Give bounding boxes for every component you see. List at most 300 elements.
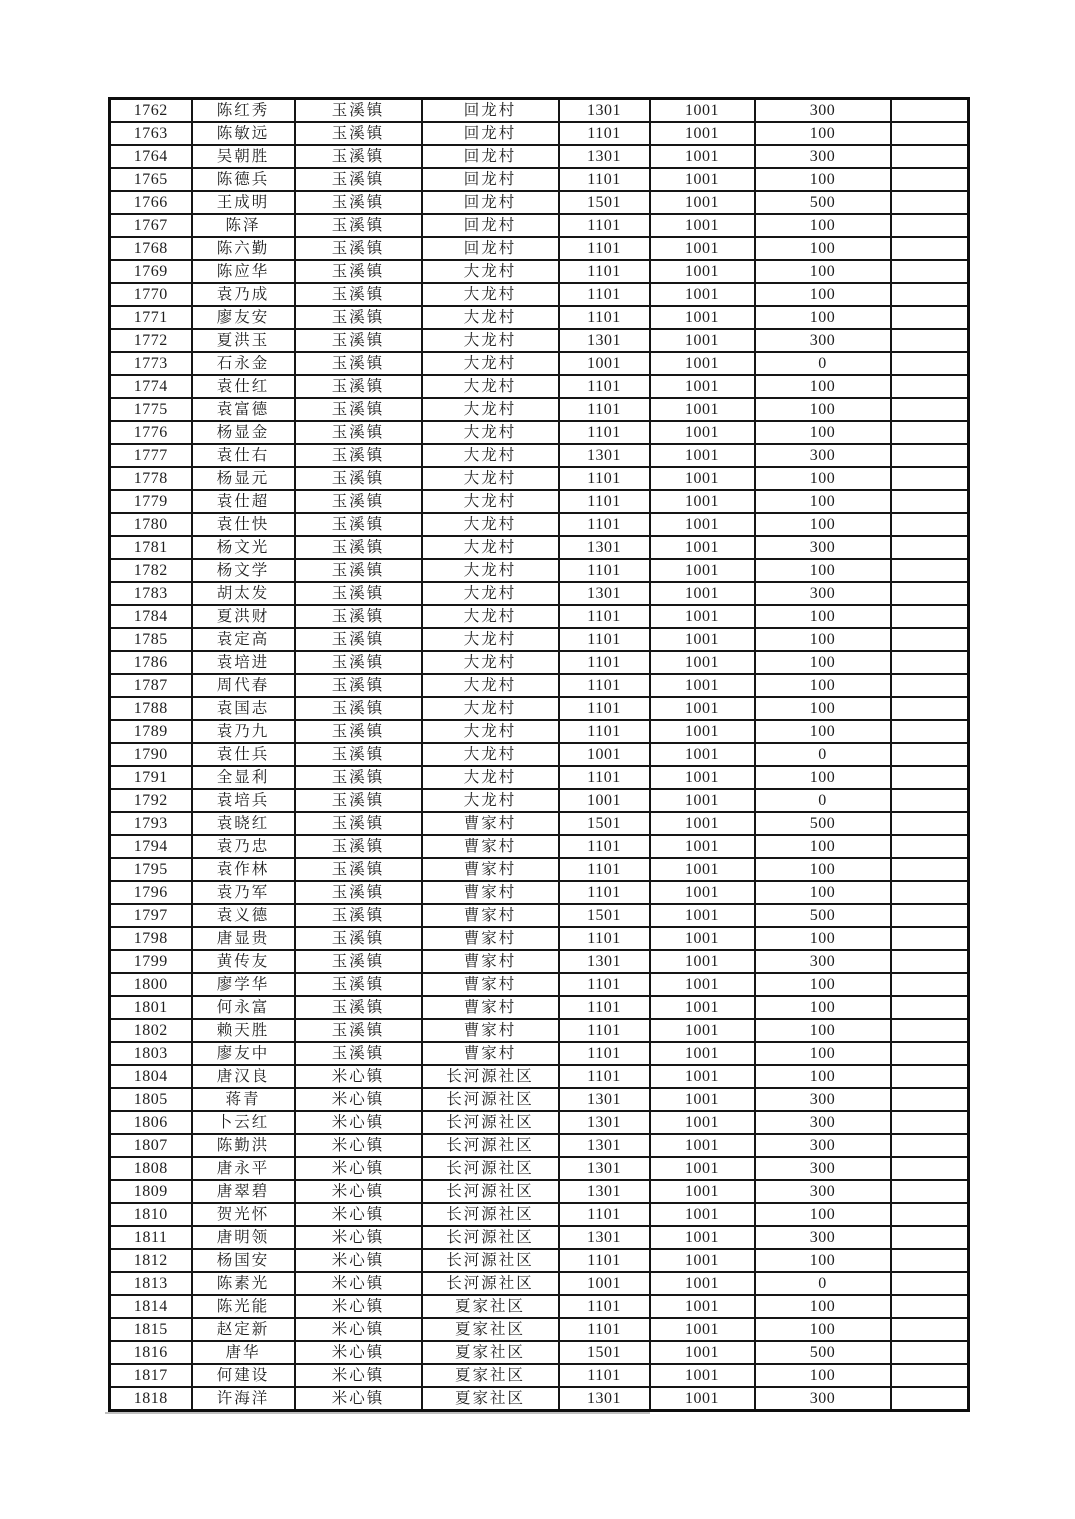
code-a-cell: 1501	[559, 812, 650, 835]
town-cell: 玉溪镇	[295, 122, 422, 145]
serial-number-cell: 1810	[110, 1203, 192, 1226]
village-cell: 大龙村	[422, 766, 559, 789]
code-a-cell: 1101	[559, 237, 650, 260]
code-a-cell: 1101	[559, 605, 650, 628]
code-b-cell: 1001	[650, 950, 755, 973]
blank-cell	[891, 306, 969, 329]
town-cell: 玉溪镇	[295, 513, 422, 536]
code-b-cell: 1001	[650, 1111, 755, 1134]
village-cell: 大龙村	[422, 306, 559, 329]
amount-cell: 300	[755, 1180, 891, 1203]
town-cell: 玉溪镇	[295, 651, 422, 674]
table-row	[110, 421, 969, 444]
amount-cell: 300	[755, 536, 891, 559]
name-cell: 袁晓红	[192, 812, 295, 835]
village-cell: 大龙村	[422, 513, 559, 536]
village-cell: 长河源社区	[422, 1134, 559, 1157]
village-cell: 大龙村	[422, 605, 559, 628]
name-cell: 陈六勤	[192, 237, 295, 260]
blank-cell	[891, 720, 969, 743]
serial-number-cell: 1790	[110, 743, 192, 766]
serial-number-cell: 1781	[110, 536, 192, 559]
name-cell: 廖友中	[192, 1042, 295, 1065]
code-b-cell: 1001	[650, 398, 755, 421]
name-cell: 陈红秀	[192, 99, 295, 123]
amount-cell: 100	[755, 1019, 891, 1042]
village-cell: 长河源社区	[422, 1249, 559, 1272]
code-a-cell: 1301	[559, 329, 650, 352]
code-b-cell: 1001	[650, 628, 755, 651]
serial-number-cell: 1776	[110, 421, 192, 444]
code-a-cell: 1001	[559, 789, 650, 812]
serial-number-cell: 1791	[110, 766, 192, 789]
town-cell: 玉溪镇	[295, 421, 422, 444]
code-b-cell: 1001	[650, 881, 755, 904]
name-cell: 唐永平	[192, 1157, 295, 1180]
village-cell: 大龙村	[422, 651, 559, 674]
town-cell: 米心镇	[295, 1088, 422, 1111]
blank-cell	[891, 996, 969, 1019]
code-a-cell: 1101	[559, 1203, 650, 1226]
blank-cell	[891, 1364, 969, 1387]
code-a-cell: 1101	[559, 835, 650, 858]
town-cell: 玉溪镇	[295, 536, 422, 559]
name-cell: 袁培兵	[192, 789, 295, 812]
blank-cell	[891, 421, 969, 444]
amount-cell: 100	[755, 927, 891, 950]
village-cell: 大龙村	[422, 283, 559, 306]
name-cell: 何建设	[192, 1364, 295, 1387]
amount-cell: 100	[755, 697, 891, 720]
village-cell: 长河源社区	[422, 1157, 559, 1180]
code-b-cell: 1001	[650, 375, 755, 398]
town-cell: 米心镇	[295, 1364, 422, 1387]
amount-cell: 300	[755, 1157, 891, 1180]
name-cell: 陈德兵	[192, 168, 295, 191]
table-row	[110, 950, 969, 973]
blank-cell	[891, 1065, 969, 1088]
code-a-cell: 1101	[559, 1019, 650, 1042]
amount-cell: 100	[755, 398, 891, 421]
blank-cell	[891, 145, 969, 168]
name-cell: 杨文光	[192, 536, 295, 559]
table-row	[110, 1019, 969, 1042]
amount-cell: 300	[755, 1387, 891, 1411]
town-cell: 米心镇	[295, 1226, 422, 1249]
village-cell: 曹家村	[422, 1019, 559, 1042]
village-cell: 曹家村	[422, 973, 559, 996]
village-cell: 曹家村	[422, 858, 559, 881]
code-a-cell: 1301	[559, 950, 650, 973]
code-b-cell: 1001	[650, 1318, 755, 1341]
blank-cell	[891, 1272, 969, 1295]
town-cell: 玉溪镇	[295, 444, 422, 467]
amount-cell: 100	[755, 651, 891, 674]
village-cell: 长河源社区	[422, 1088, 559, 1111]
code-a-cell: 1301	[559, 582, 650, 605]
village-cell: 曹家村	[422, 996, 559, 1019]
village-cell: 曹家村	[422, 835, 559, 858]
table-row	[110, 628, 969, 651]
serial-number-cell: 1801	[110, 996, 192, 1019]
code-a-cell: 1301	[559, 145, 650, 168]
table-row	[110, 881, 969, 904]
name-cell: 石永金	[192, 352, 295, 375]
code-a-cell: 1301	[559, 1387, 650, 1411]
town-cell: 玉溪镇	[295, 927, 422, 950]
serial-number-cell: 1806	[110, 1111, 192, 1134]
code-a-cell: 1101	[559, 375, 650, 398]
blank-cell	[891, 1042, 969, 1065]
village-cell: 大龙村	[422, 628, 559, 651]
village-cell: 大龙村	[422, 536, 559, 559]
village-cell: 长河源社区	[422, 1272, 559, 1295]
blank-cell	[891, 858, 969, 881]
blank-cell	[891, 697, 969, 720]
blank-cell	[891, 743, 969, 766]
blank-cell	[891, 168, 969, 191]
name-cell: 陈泽	[192, 214, 295, 237]
code-a-cell: 1101	[559, 168, 650, 191]
amount-cell: 300	[755, 1134, 891, 1157]
name-cell: 唐显贵	[192, 927, 295, 950]
code-a-cell: 1101	[559, 996, 650, 1019]
code-a-cell: 1101	[559, 697, 650, 720]
code-b-cell: 1001	[650, 697, 755, 720]
name-cell: 袁作林	[192, 858, 295, 881]
serial-number-cell: 1804	[110, 1065, 192, 1088]
code-b-cell: 1001	[650, 1203, 755, 1226]
town-cell: 米心镇	[295, 1272, 422, 1295]
amount-cell: 100	[755, 421, 891, 444]
blank-cell	[891, 789, 969, 812]
code-a-cell: 1301	[559, 444, 650, 467]
town-cell: 米心镇	[295, 1249, 422, 1272]
amount-cell: 100	[755, 1295, 891, 1318]
village-cell: 大龙村	[422, 674, 559, 697]
town-cell: 玉溪镇	[295, 605, 422, 628]
town-cell: 玉溪镇	[295, 720, 422, 743]
code-a-cell: 1501	[559, 904, 650, 927]
village-cell: 回龙村	[422, 145, 559, 168]
name-cell: 袁培进	[192, 651, 295, 674]
amount-cell: 100	[755, 973, 891, 996]
code-b-cell: 1001	[650, 1249, 755, 1272]
name-cell: 杨显金	[192, 421, 295, 444]
town-cell: 玉溪镇	[295, 559, 422, 582]
code-b-cell: 1001	[650, 214, 755, 237]
code-a-cell: 1301	[559, 1157, 650, 1180]
amount-cell: 300	[755, 582, 891, 605]
amount-cell: 100	[755, 881, 891, 904]
code-b-cell: 1001	[650, 1042, 755, 1065]
town-cell: 米心镇	[295, 1341, 422, 1364]
code-a-cell: 1101	[559, 559, 650, 582]
serial-number-cell: 1767	[110, 214, 192, 237]
town-cell: 玉溪镇	[295, 352, 422, 375]
blank-cell	[891, 1341, 969, 1364]
code-b-cell: 1001	[650, 1088, 755, 1111]
town-cell: 玉溪镇	[295, 674, 422, 697]
name-cell: 袁富德	[192, 398, 295, 421]
serial-number-cell: 1783	[110, 582, 192, 605]
table-row	[110, 1134, 969, 1157]
table-row	[110, 1387, 969, 1411]
code-a-cell: 1101	[559, 766, 650, 789]
code-b-cell: 1001	[650, 421, 755, 444]
code-a-cell: 1101	[559, 398, 650, 421]
name-cell: 卜云红	[192, 1111, 295, 1134]
serial-number-cell: 1772	[110, 329, 192, 352]
village-cell: 回龙村	[422, 214, 559, 237]
amount-cell: 100	[755, 1042, 891, 1065]
town-cell: 玉溪镇	[295, 306, 422, 329]
blank-cell	[891, 1387, 969, 1411]
code-a-cell: 1101	[559, 927, 650, 950]
town-cell: 玉溪镇	[295, 1019, 422, 1042]
serial-number-cell: 1817	[110, 1364, 192, 1387]
name-cell: 周代春	[192, 674, 295, 697]
table-row	[110, 1272, 969, 1295]
town-cell: 玉溪镇	[295, 1042, 422, 1065]
town-cell: 玉溪镇	[295, 375, 422, 398]
serial-number-cell: 1803	[110, 1042, 192, 1065]
town-cell: 玉溪镇	[295, 743, 422, 766]
amount-cell: 100	[755, 513, 891, 536]
code-a-cell: 1101	[559, 674, 650, 697]
town-cell: 米心镇	[295, 1203, 422, 1226]
town-cell: 玉溪镇	[295, 858, 422, 881]
name-cell: 袁仕超	[192, 490, 295, 513]
village-cell: 大龙村	[422, 743, 559, 766]
town-cell: 玉溪镇	[295, 283, 422, 306]
table-row	[110, 927, 969, 950]
amount-cell: 100	[755, 467, 891, 490]
serial-number-cell: 1773	[110, 352, 192, 375]
code-a-cell: 1301	[559, 1180, 650, 1203]
name-cell: 全显利	[192, 766, 295, 789]
code-b-cell: 1001	[650, 513, 755, 536]
code-b-cell: 1001	[650, 467, 755, 490]
code-a-cell: 1101	[559, 628, 650, 651]
village-cell: 长河源社区	[422, 1226, 559, 1249]
serial-number-cell: 1777	[110, 444, 192, 467]
serial-number-cell: 1792	[110, 789, 192, 812]
serial-number-cell: 1765	[110, 168, 192, 191]
blank-cell	[891, 467, 969, 490]
code-a-cell: 1101	[559, 214, 650, 237]
code-a-cell: 1101	[559, 283, 650, 306]
serial-number-cell: 1775	[110, 398, 192, 421]
amount-cell: 100	[755, 559, 891, 582]
code-a-cell: 1101	[559, 421, 650, 444]
blank-cell	[891, 559, 969, 582]
village-cell: 大龙村	[422, 559, 559, 582]
roster-table	[108, 97, 970, 1412]
code-a-cell: 1101	[559, 1042, 650, 1065]
code-b-cell: 1001	[650, 789, 755, 812]
name-cell: 袁仕快	[192, 513, 295, 536]
name-cell: 唐明领	[192, 1226, 295, 1249]
table-row	[110, 743, 969, 766]
village-cell: 曹家村	[422, 904, 559, 927]
blank-cell	[891, 214, 969, 237]
village-cell: 大龙村	[422, 444, 559, 467]
code-b-cell: 1001	[650, 1065, 755, 1088]
amount-cell: 100	[755, 168, 891, 191]
name-cell: 袁乃成	[192, 283, 295, 306]
town-cell: 玉溪镇	[295, 214, 422, 237]
serial-number-cell: 1785	[110, 628, 192, 651]
table-row	[110, 996, 969, 1019]
town-cell: 玉溪镇	[295, 467, 422, 490]
table-row	[110, 674, 969, 697]
serial-number-cell: 1762	[110, 99, 192, 123]
name-cell: 袁仕兵	[192, 743, 295, 766]
blank-cell	[891, 536, 969, 559]
town-cell: 玉溪镇	[295, 260, 422, 283]
code-b-cell: 1001	[650, 651, 755, 674]
amount-cell: 300	[755, 444, 891, 467]
table-row	[110, 1180, 969, 1203]
code-b-cell: 1001	[650, 191, 755, 214]
serial-number-cell: 1802	[110, 1019, 192, 1042]
blank-cell	[891, 674, 969, 697]
amount-cell: 100	[755, 674, 891, 697]
name-cell: 蒋青	[192, 1088, 295, 1111]
amount-cell: 100	[755, 490, 891, 513]
table-row	[110, 720, 969, 743]
name-cell: 王成明	[192, 191, 295, 214]
name-cell: 贺光怀	[192, 1203, 295, 1226]
table-row	[110, 697, 969, 720]
table-row	[110, 490, 969, 513]
code-b-cell: 1001	[650, 582, 755, 605]
serial-number-cell: 1782	[110, 559, 192, 582]
table-row	[110, 1295, 969, 1318]
name-cell: 袁乃军	[192, 881, 295, 904]
code-a-cell: 1101	[559, 490, 650, 513]
amount-cell: 100	[755, 1249, 891, 1272]
code-a-cell: 1101	[559, 467, 650, 490]
serial-number-cell: 1796	[110, 881, 192, 904]
amount-cell: 300	[755, 145, 891, 168]
table-row	[110, 789, 969, 812]
serial-number-cell: 1793	[110, 812, 192, 835]
name-cell: 陈应华	[192, 260, 295, 283]
code-b-cell: 1001	[650, 352, 755, 375]
amount-cell: 100	[755, 1203, 891, 1226]
amount-cell: 0	[755, 789, 891, 812]
name-cell: 杨国安	[192, 1249, 295, 1272]
blank-cell	[891, 1111, 969, 1134]
table-row	[110, 651, 969, 674]
village-cell: 大龙村	[422, 421, 559, 444]
amount-cell: 100	[755, 720, 891, 743]
code-b-cell: 1001	[650, 1272, 755, 1295]
table-row	[110, 1157, 969, 1180]
table-row	[110, 398, 969, 421]
code-b-cell: 1001	[650, 237, 755, 260]
amount-cell: 500	[755, 1341, 891, 1364]
town-cell: 玉溪镇	[295, 904, 422, 927]
blank-cell	[891, 398, 969, 421]
code-b-cell: 1001	[650, 835, 755, 858]
name-cell: 袁仕红	[192, 375, 295, 398]
table-row	[110, 513, 969, 536]
town-cell: 玉溪镇	[295, 973, 422, 996]
code-a-cell: 1301	[559, 99, 650, 123]
blank-cell	[891, 973, 969, 996]
table-row	[110, 582, 969, 605]
name-cell: 袁仕右	[192, 444, 295, 467]
table-row	[110, 835, 969, 858]
amount-cell: 0	[755, 352, 891, 375]
code-b-cell: 1001	[650, 444, 755, 467]
code-a-cell: 1101	[559, 1318, 650, 1341]
blank-cell	[891, 812, 969, 835]
serial-number-cell: 1811	[110, 1226, 192, 1249]
blank-cell	[891, 1318, 969, 1341]
name-cell: 袁义德	[192, 904, 295, 927]
table-row	[110, 260, 969, 283]
town-cell: 玉溪镇	[295, 398, 422, 421]
name-cell: 夏洪财	[192, 605, 295, 628]
town-cell: 米心镇	[295, 1157, 422, 1180]
serial-number-cell: 1800	[110, 973, 192, 996]
code-a-cell: 1301	[559, 1088, 650, 1111]
table-row	[110, 329, 969, 352]
name-cell: 陈敏远	[192, 122, 295, 145]
village-cell: 回龙村	[422, 237, 559, 260]
town-cell: 玉溪镇	[295, 950, 422, 973]
serial-number-cell: 1794	[110, 835, 192, 858]
table-row	[110, 559, 969, 582]
town-cell: 玉溪镇	[295, 628, 422, 651]
name-cell: 陈勤洪	[192, 1134, 295, 1157]
amount-cell: 100	[755, 283, 891, 306]
name-cell: 许海洋	[192, 1387, 295, 1411]
blank-cell	[891, 651, 969, 674]
serial-number-cell: 1807	[110, 1134, 192, 1157]
serial-number-cell: 1766	[110, 191, 192, 214]
blank-cell	[891, 1157, 969, 1180]
amount-cell: 300	[755, 99, 891, 123]
table-row	[110, 444, 969, 467]
table-row	[110, 904, 969, 927]
serial-number-cell: 1784	[110, 605, 192, 628]
amount-cell: 100	[755, 1364, 891, 1387]
town-cell: 玉溪镇	[295, 996, 422, 1019]
code-b-cell: 1001	[650, 283, 755, 306]
name-cell: 黄传友	[192, 950, 295, 973]
town-cell: 米心镇	[295, 1180, 422, 1203]
name-cell: 唐华	[192, 1341, 295, 1364]
amount-cell: 100	[755, 628, 891, 651]
village-cell: 大龙村	[422, 260, 559, 283]
amount-cell: 300	[755, 1111, 891, 1134]
code-a-cell: 1501	[559, 191, 650, 214]
village-cell: 夏家社区	[422, 1364, 559, 1387]
code-a-cell: 1101	[559, 513, 650, 536]
code-b-cell: 1001	[650, 1226, 755, 1249]
town-cell: 玉溪镇	[295, 835, 422, 858]
name-cell: 杨文学	[192, 559, 295, 582]
table-row	[110, 1042, 969, 1065]
code-b-cell: 1001	[650, 1364, 755, 1387]
serial-number-cell: 1774	[110, 375, 192, 398]
table-row	[110, 536, 969, 559]
